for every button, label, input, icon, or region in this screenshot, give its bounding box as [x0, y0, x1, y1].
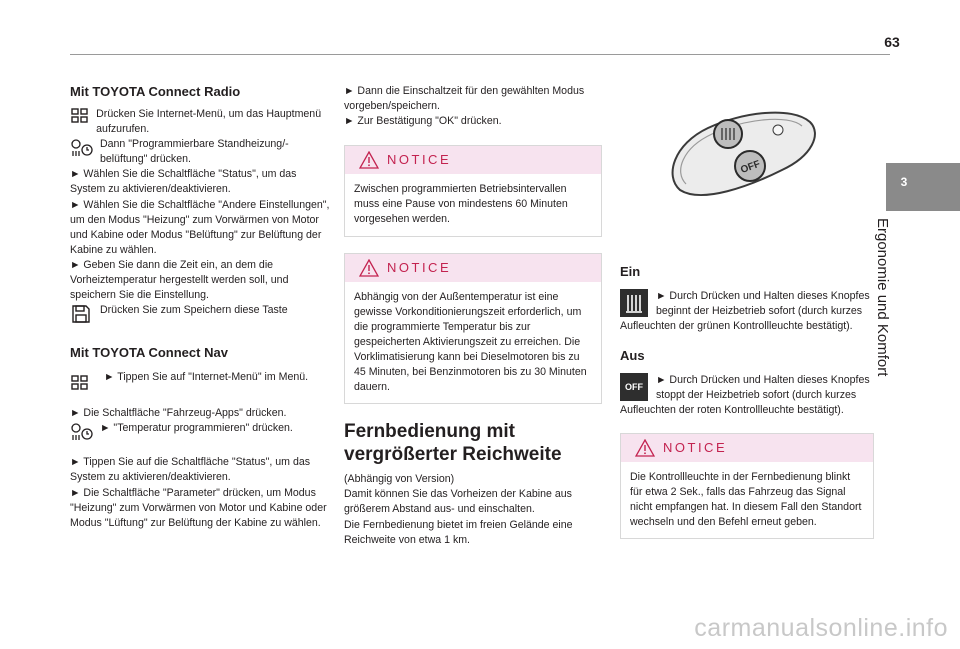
- header-rule: [70, 54, 890, 55]
- nav-step-2: ► Die Schaltfläche "Fahrzeug-Apps" drücken.: [70, 407, 287, 420]
- nav-heading: Mit TOYOTA Connect Nav: [70, 345, 228, 361]
- on-heading: Ein: [620, 264, 641, 279]
- remote-version-note: (Abhängig von Version): [344, 473, 455, 486]
- remote-description-2: Die Fernbedienung bietet im freien Gelände eine Reichweite von etwa 1 km.: [344, 518, 573, 546]
- climate-timer-icon: [70, 421, 94, 443]
- notice-box-3: [620, 433, 874, 539]
- notice-box-1: [344, 145, 602, 236]
- radio-step-3: ► Wählen Sie die Schaltfläche "Status", um das System zu aktivieren/deaktivieren.: [70, 168, 297, 196]
- notice-text: Abhängig von der Außentemperatur ist eine gewisse Vorkonditionierungszeit erforderlich, um die programmierte Temperatur bis zur gespeicherten Aktivierungszeit zu erreichen. Die Vorklimatisierung kann bei Dieselmotoren bis zu 45 Minuten, bei Benzinmotoren bis zu 30 Minuten dauern.: [354, 290, 587, 394]
- notice-title: NOTICE: [387, 152, 452, 168]
- off-heading: Aus: [620, 348, 645, 364]
- remote-description-1: Damit können Sie das Vorheizen der Kabine aus größerem Abstand aus- und einschalten.: [344, 488, 572, 516]
- save-disk-icon: [70, 303, 94, 327]
- radio-step-2: Dann "Programmierbare Standheizung/-belüftung" drücken.: [100, 138, 289, 166]
- chapter-title-vertical: [874, 218, 927, 378]
- menu-grid-icon: [70, 374, 94, 396]
- column-middle: [344, 84, 602, 548]
- nav-step-3: ► "Temperatur programmieren" drücken.: [100, 422, 293, 435]
- radio-step-6: Drücken Sie zum Speichern diese Taste: [100, 304, 288, 317]
- notice-title: NOTICE: [387, 259, 452, 275]
- mid-step-2: ► Zur Bestätigung "OK" drücken.: [344, 115, 502, 128]
- warning-triangle-icon: [635, 439, 655, 457]
- remote-control-image: [662, 104, 822, 206]
- climate-timer-icon: [70, 137, 94, 159]
- nav-step-5: ► Die Schaltfläche "Parameter" drücken, um Modus "Heizung" zum Vorwärmen von Motor und Kabine oder Modus "Lüftung" zur Belüftung der Kabine zu wählen.: [70, 486, 327, 529]
- chapter-title: Ergonomie und Komfort: [874, 218, 891, 377]
- watermark: carmanualsonline.info: [694, 614, 948, 642]
- warning-triangle-icon: [359, 151, 379, 169]
- menu-grid-icon: [70, 107, 90, 129]
- remote-section-title: Fernbedienung mit vergrößerter Reichweite: [344, 421, 562, 466]
- radio-step-1: Drücken Sie Internet-Menü, um das Hauptmenü aufzurufen.: [96, 108, 322, 136]
- mid-step-1: ► Dann die Einschaltzeit für den gewählten Modus vorgeben/speichern.: [344, 85, 585, 113]
- page-number: 63: [884, 34, 900, 50]
- column-right: [620, 264, 874, 539]
- off-text: ► Durch Drücken und Halten dieses Knopfes stoppt der Heizbetrieb sofort (durch kurzes Aufleuchten der roten Kontrollleuchte bestätigt).: [620, 374, 870, 417]
- heat-button-icon: [620, 289, 648, 317]
- on-text: ► Durch Drücken und Halten dieses Knopfes beginnt der Heizbetrieb sofort (durch kurzes Aufleuchten der grünen Kontrollleuchte bestätigt).: [620, 290, 870, 333]
- radio-heading: Mit TOYOTA Connect Radio: [70, 84, 241, 99]
- nav-step-1: ► Tippen Sie auf "Internet-Menü" im Menü.: [104, 371, 309, 384]
- notice-text: Zwischen programmierten Betriebsintervallen muss eine Pause von mindestens 60 Minuten vorgesehen werden.: [354, 183, 568, 226]
- notice-title: NOTICE: [663, 439, 728, 455]
- chapter-number: 3: [900, 175, 908, 189]
- notice-text: Die Kontrollleuchte in der Fernbedienung blinkt für etwa 2 Sek., falls das Fahrzeug das Signal nicht empfangen hat. In diesem Fall den Standort wechseln und den Befehl erneut geben.: [630, 470, 862, 528]
- column-left: [70, 84, 332, 531]
- remote-off-label: OFF: [739, 158, 762, 176]
- notice-box-2: [344, 253, 602, 405]
- nav-step-4: ► Tippen Sie auf die Schaltfläche "Status", um das System zu aktivieren/deaktivieren.: [70, 456, 311, 484]
- off-button-icon: OFF: [620, 373, 648, 401]
- warning-triangle-icon: [359, 259, 379, 277]
- radio-step-5: ► Geben Sie dann die Zeit ein, an dem die Vorheiztemperatur hergestellt werden soll, und speichern Sie die Einstellung.: [70, 258, 289, 302]
- radio-step-4: ► Wählen Sie die Schaltfläche "Andere Einstellungen", um den Modus "Heizung" zum Vorwärmen von Motor und Kabine oder Modus "Belüftung" zur Belüftung der Kabine zu wählen.: [70, 198, 330, 256]
